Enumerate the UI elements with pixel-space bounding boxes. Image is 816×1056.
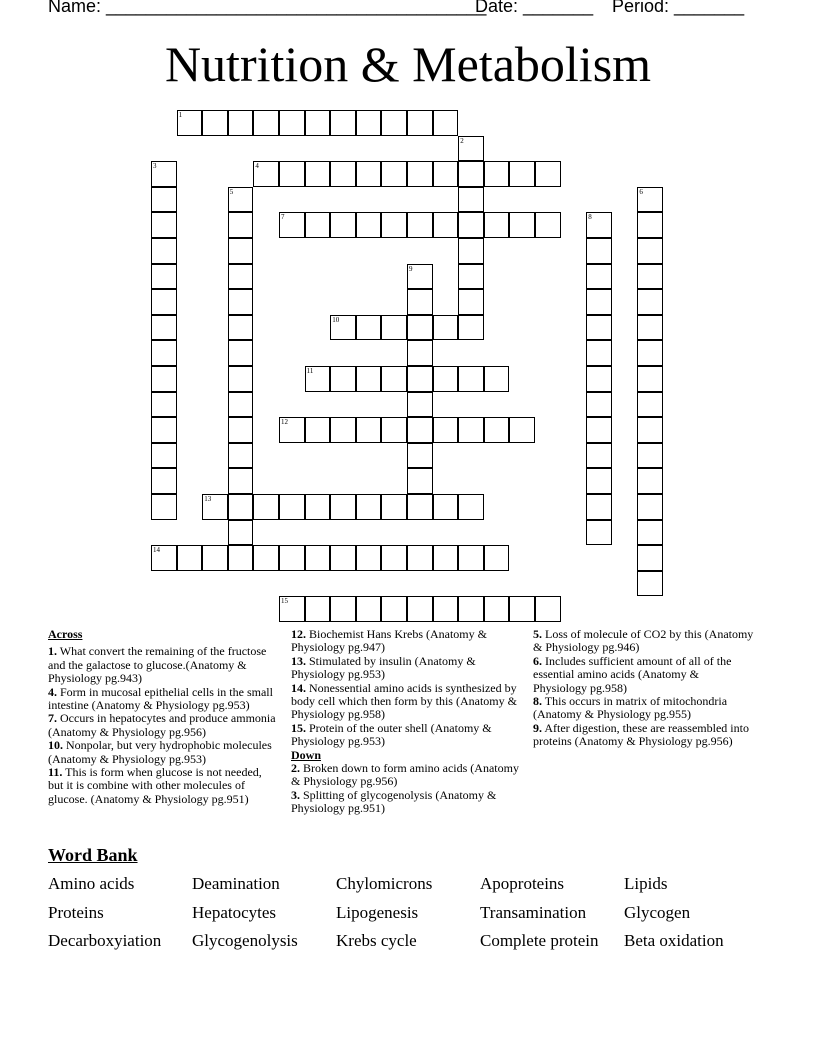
- crossword-cell[interactable]: [151, 212, 177, 238]
- clue-number: 8.: [533, 694, 542, 709]
- crossword-cell[interactable]: [330, 417, 356, 443]
- crossword-cell[interactable]: [228, 289, 254, 315]
- crossword-cell[interactable]: [151, 366, 177, 392]
- crossword-cell[interactable]: [151, 417, 177, 443]
- crossword-cell[interactable]: [330, 110, 356, 136]
- clue-text: Protein of the outer shell (Anatomy & Physiology pg.953): [291, 720, 492, 749]
- crossword-cell[interactable]: [407, 417, 433, 443]
- crossword-cell[interactable]: [637, 289, 663, 315]
- crossword-cell[interactable]: [228, 545, 254, 571]
- crossword-cell[interactable]: [305, 417, 331, 443]
- crossword-cell[interactable]: [484, 366, 510, 392]
- crossword-cell[interactable]: [535, 596, 561, 622]
- crossword-cell[interactable]: [586, 392, 612, 418]
- crossword-cell[interactable]: [586, 494, 612, 520]
- crossword-cell[interactable]: [407, 212, 433, 238]
- crossword-cell[interactable]: [202, 494, 228, 520]
- crossword-cell[interactable]: [228, 315, 254, 341]
- crossword-cell[interactable]: [407, 596, 433, 622]
- clue-down-5: [533, 628, 755, 655]
- clue-text: After digestion, these are reassembled into proteins (Anatomy & Physiology pg.956): [533, 720, 749, 749]
- cell-number: 1: [178, 111, 183, 119]
- clue-text: Splitting of glycogenolysis (Anatomy & Physiology pg.951): [291, 787, 497, 816]
- cell-number: 8: [588, 213, 592, 222]
- crossword-cell[interactable]: [433, 366, 459, 392]
- crossword-cell[interactable]: [356, 212, 382, 238]
- crossword-cell[interactable]: [151, 264, 177, 290]
- crossword-cell[interactable]: [484, 596, 510, 622]
- crossword-cell[interactable]: [228, 187, 254, 213]
- crossword-cell[interactable]: [330, 545, 356, 571]
- crossword-cell[interactable]: [637, 494, 663, 520]
- clue-across-12: [291, 628, 523, 655]
- clue-text: Occurs in hepatocytes and produce ammonia (Anatomy & Physiology pg.956): [48, 711, 276, 739]
- word-bank-item: Proteins: [48, 903, 104, 922]
- clue-number: 1.: [48, 644, 57, 659]
- crossword-cell[interactable]: [228, 264, 254, 290]
- crossword-cell[interactable]: [356, 161, 382, 187]
- crossword-cell[interactable]: [305, 596, 331, 622]
- clue-number: 7.: [48, 711, 57, 726]
- crossword-cell[interactable]: [330, 161, 356, 187]
- crossword-cell[interactable]: [228, 340, 254, 366]
- crossword-cell[interactable]: [458, 289, 484, 315]
- cell-number: 7: [281, 213, 285, 222]
- clue-across-14: [291, 682, 523, 722]
- crossword-cell[interactable]: [458, 161, 484, 187]
- name-field[interactable]: Name: ______________________________________: [48, 0, 487, 16]
- across-heading: Across: [48, 627, 83, 641]
- crossword-cell[interactable]: [356, 494, 382, 520]
- crossword-cell[interactable]: [305, 545, 331, 571]
- clues-column-2: [291, 628, 523, 816]
- crossword-cell[interactable]: [458, 545, 484, 571]
- clue-across-4: [48, 686, 280, 713]
- cell-number: 6: [639, 187, 643, 196]
- clue-text: Biochemist Hans Krebs (Anatomy & Physiology pg.947): [291, 627, 487, 655]
- crossword-cell[interactable]: [228, 366, 254, 392]
- word-bank-item: Deamination: [192, 874, 280, 893]
- word-bank-item: Apoproteins: [480, 874, 565, 893]
- crossword-cell[interactable]: [637, 212, 663, 238]
- crossword-cell[interactable]: [509, 417, 535, 443]
- crossword-cell[interactable]: [535, 161, 561, 187]
- crossword-cell[interactable]: [228, 212, 254, 238]
- crossword-cell[interactable]: [535, 212, 561, 238]
- word-bank-item: Krebs cycle: [336, 931, 417, 950]
- word-bank-item: Chylomicrons: [336, 874, 433, 893]
- cell-number: 10: [332, 315, 340, 324]
- crossword-cell[interactable]: [637, 238, 663, 264]
- crossword-cell[interactable]: [356, 110, 382, 136]
- crossword-cell[interactable]: [407, 340, 433, 366]
- clue-down-8: [533, 695, 755, 722]
- clue-number: 13.: [291, 653, 306, 668]
- crossword-cell[interactable]: [407, 264, 433, 290]
- crossword-cell[interactable]: [228, 468, 254, 494]
- crossword-cell[interactable]: [151, 494, 177, 520]
- crossword-cell[interactable]: [228, 520, 254, 546]
- crossword-cell[interactable]: [381, 545, 407, 571]
- crossword-cell[interactable]: [253, 110, 279, 136]
- crossword-cell[interactable]: [356, 315, 382, 341]
- crossword-cell[interactable]: [151, 443, 177, 469]
- word-bank-item: Lipids: [624, 874, 668, 893]
- crossword-cell[interactable]: [458, 238, 484, 264]
- clue-text: Form in mucosal epithelial cells in the small intestine (Anatomy & Physiology pg.953): [48, 684, 273, 713]
- crossword-cell[interactable]: [202, 110, 228, 136]
- crossword-cell[interactable]: [356, 417, 382, 443]
- crossword-cell[interactable]: [381, 315, 407, 341]
- clue-across-15: [291, 722, 523, 749]
- crossword-cell[interactable]: [458, 212, 484, 238]
- crossword-cell[interactable]: [151, 238, 177, 264]
- crossword-cell[interactable]: [407, 315, 433, 341]
- crossword-cell[interactable]: [586, 212, 612, 238]
- crossword-cell[interactable]: [458, 136, 484, 162]
- clue-down-3: [291, 789, 523, 816]
- crossword-cell[interactable]: [305, 366, 331, 392]
- crossword-cell[interactable]: [586, 520, 612, 546]
- crossword-cell[interactable]: [586, 315, 612, 341]
- clue-down-6: [533, 655, 755, 695]
- clue-across-13: [291, 655, 523, 682]
- crossword-cell[interactable]: [228, 417, 254, 443]
- cell-number: 14: [153, 546, 160, 555]
- crossword-cell[interactable]: [279, 417, 305, 443]
- cell-number: 5: [229, 187, 234, 196]
- crossword-cell[interactable]: [356, 545, 382, 571]
- cell-number: 2: [460, 136, 464, 145]
- crossword-cell[interactable]: [433, 545, 459, 571]
- crossword-cell[interactable]: [330, 494, 356, 520]
- cell-number: 11: [306, 367, 314, 375]
- crossword-cell[interactable]: [407, 494, 433, 520]
- word-bank-item: Glycogen: [624, 903, 691, 922]
- word-bank-item: Beta oxidation: [624, 931, 724, 950]
- word-bank-item: Lipogenesis: [336, 903, 419, 922]
- clue-down-2: [291, 762, 523, 789]
- cell-number: 4: [255, 162, 259, 171]
- cell-number: 12: [281, 418, 288, 427]
- crossword-cell[interactable]: [305, 212, 331, 238]
- crossword-cell[interactable]: [586, 366, 612, 392]
- crossword-cell[interactable]: [637, 520, 663, 546]
- crossword-cell[interactable]: [637, 417, 663, 443]
- crossword-cell[interactable]: [305, 161, 331, 187]
- crossword-cell[interactable]: [484, 212, 510, 238]
- word-bank-item: Transamination: [480, 903, 587, 922]
- crossword-cell[interactable]: [279, 545, 305, 571]
- clue-text: Broken down to form amino acids (Anatomy & Physiology pg.956): [291, 761, 519, 789]
- word-bank-item: Decarboxyiation: [48, 931, 162, 950]
- clue-text: What convert the remaining of the fructose and the galactose to glucose.(Anatomy & Physiology pg.943): [48, 644, 267, 686]
- clue-number: 11.: [48, 765, 63, 780]
- clue-across-1: [48, 645, 280, 685]
- crossword-cell[interactable]: [381, 417, 407, 443]
- crossword-cell[interactable]: [458, 264, 484, 290]
- crossword-cell[interactable]: [586, 289, 612, 315]
- crossword-cell[interactable]: [433, 315, 459, 341]
- crossword-cell[interactable]: [228, 110, 254, 136]
- crossword-cell[interactable]: [458, 187, 484, 213]
- clue-number: 10.: [48, 738, 63, 753]
- crossword-cell[interactable]: [202, 545, 228, 571]
- crossword-cell[interactable]: [305, 110, 331, 136]
- crossword-cell[interactable]: [407, 443, 433, 469]
- crossword-cell[interactable]: [279, 161, 305, 187]
- page-title: Nutrition & Metabolism: [164, 36, 652, 92]
- crossword-cell[interactable]: [381, 161, 407, 187]
- word-bank-item: Glycogenolysis: [192, 931, 298, 950]
- cell-number: 15: [281, 597, 288, 606]
- clue-down-9: [533, 722, 755, 749]
- crossword-cell[interactable]: [330, 366, 356, 392]
- clue-number: 2.: [291, 761, 300, 776]
- crossword-cell[interactable]: [433, 494, 459, 520]
- clue-number: 4.: [48, 684, 57, 699]
- crossword-cell[interactable]: [381, 110, 407, 136]
- clue-text: Nonpolar, but very hydrophobic molecules (Anatomy & Physiology pg.953): [48, 738, 272, 766]
- crossword-cell[interactable]: [228, 392, 254, 418]
- period-field[interactable]: Period: _______: [612, 0, 745, 16]
- crossword-cell[interactable]: [509, 161, 535, 187]
- word-bank-item: Hepatocytes: [192, 903, 277, 922]
- crossword-cell[interactable]: [305, 494, 331, 520]
- crossword-cell[interactable]: [484, 545, 510, 571]
- crossword-cell[interactable]: [407, 545, 433, 571]
- crossword-cell[interactable]: [637, 545, 663, 571]
- crossword-cell[interactable]: [253, 161, 279, 187]
- crossword-cell[interactable]: [637, 187, 663, 213]
- date-field[interactable]: Date: _______: [475, 0, 594, 16]
- crossword-cell[interactable]: [151, 468, 177, 494]
- crossword-cell[interactable]: [586, 443, 612, 469]
- crossword-cell[interactable]: [407, 468, 433, 494]
- crossword-cell[interactable]: [637, 571, 663, 597]
- crossword-cell[interactable]: [484, 417, 510, 443]
- crossword-cell[interactable]: [228, 443, 254, 469]
- clue-across-11: [48, 766, 280, 806]
- crossword-cell[interactable]: [586, 468, 612, 494]
- crossword-cell[interactable]: [177, 545, 203, 571]
- crossword-cell[interactable]: [458, 494, 484, 520]
- clue-text: This occurs in matrix of mitochondria (Anatomy & Physiology pg.955): [533, 694, 728, 722]
- crossword-cell[interactable]: [330, 315, 356, 341]
- crossword-cell[interactable]: [637, 315, 663, 341]
- crossword-cell[interactable]: [279, 110, 305, 136]
- crossword-cell[interactable]: [458, 596, 484, 622]
- crossword-cell[interactable]: [151, 187, 177, 213]
- clue-text: Loss of molecule of CO2 by this (Anatomy & Physiology pg.946): [533, 627, 754, 655]
- crossword-cell[interactable]: [637, 366, 663, 392]
- clue-text: Nonessential amino acids is synthesized by body cell which then form by this (Anatomy & Physiology pg.958): [291, 680, 517, 722]
- clue-text: This is form when glucose is not needed, but it is combine with other molecules of glucose. (Anatomy & Physiology pg.951): [48, 765, 262, 806]
- clue-number: 12.: [291, 627, 306, 641]
- crossword-cell[interactable]: [586, 238, 612, 264]
- clue-number: 6.: [533, 653, 542, 668]
- crossword-cell[interactable]: [279, 212, 305, 238]
- crossword-cell[interactable]: [458, 417, 484, 443]
- clue-number: 15.: [291, 720, 306, 735]
- crossword-cell[interactable]: [381, 212, 407, 238]
- cell-number: 3: [153, 162, 157, 171]
- crossword-cell[interactable]: [151, 161, 177, 187]
- crossword-cell[interactable]: [356, 596, 382, 622]
- crossword-cell[interactable]: [330, 596, 356, 622]
- cell-number: 13: [204, 495, 212, 503]
- crossword-cell[interactable]: [637, 468, 663, 494]
- crossword-cell[interactable]: [637, 340, 663, 366]
- crossword-cell[interactable]: [433, 596, 459, 622]
- crossword-cell[interactable]: [407, 392, 433, 418]
- crossword-cell[interactable]: [381, 596, 407, 622]
- crossword-cell[interactable]: [381, 494, 407, 520]
- crossword-cell[interactable]: [509, 212, 535, 238]
- clue-number: 9.: [533, 720, 542, 735]
- crossword-cell[interactable]: [151, 340, 177, 366]
- crossword-cell[interactable]: [484, 161, 510, 187]
- clue-number: 14.: [291, 680, 306, 695]
- cell-number: 9: [409, 264, 413, 273]
- crossword-cell[interactable]: [458, 366, 484, 392]
- crossword-cell[interactable]: [253, 545, 279, 571]
- crossword-cell[interactable]: [407, 161, 433, 187]
- clue-text: Stimulated by insulin (Anatomy & Physiology pg.953): [291, 653, 476, 682]
- word-bank-heading: Word Bank: [48, 845, 138, 865]
- clue-across-10: [48, 739, 280, 766]
- crossword-cell[interactable]: [253, 494, 279, 520]
- clues-column-1: [48, 628, 280, 806]
- crossword-cell[interactable]: [637, 264, 663, 290]
- crossword-cell[interactable]: [177, 110, 203, 136]
- crossword-cell[interactable]: [279, 494, 305, 520]
- crossword-cell[interactable]: [356, 366, 382, 392]
- crossword-cell[interactable]: [637, 443, 663, 469]
- clue-across-7: [48, 712, 280, 739]
- crossword-cell[interactable]: [151, 392, 177, 418]
- crossword-cell[interactable]: [151, 545, 177, 571]
- clue-text: Includes sufficient amount of all of the essential amino acids (Anatomy & Physiology pg.958): [533, 653, 732, 695]
- crossword-cell[interactable]: [509, 596, 535, 622]
- clues-column-3: [533, 628, 755, 749]
- clue-number: 3.: [291, 787, 300, 802]
- crossword-cell[interactable]: [433, 161, 459, 187]
- crossword-cell[interactable]: [279, 596, 305, 622]
- crossword-cell[interactable]: [586, 340, 612, 366]
- crossword-cell[interactable]: [458, 315, 484, 341]
- crossword-cell[interactable]: [433, 417, 459, 443]
- crossword-cell[interactable]: [228, 238, 254, 264]
- crossword-cell[interactable]: [151, 315, 177, 341]
- crossword-cell[interactable]: [228, 494, 254, 520]
- crossword-cell[interactable]: [433, 110, 459, 136]
- crossword-cell[interactable]: [586, 264, 612, 290]
- word-bank-item: Amino acids: [48, 874, 135, 893]
- crossword-cell[interactable]: [407, 110, 433, 136]
- crossword-cell[interactable]: [637, 392, 663, 418]
- crossword-cell[interactable]: [151, 289, 177, 315]
- down-heading: Down: [291, 747, 322, 762]
- crossword-cell[interactable]: [381, 366, 407, 392]
- crossword-cell[interactable]: [407, 366, 433, 392]
- crossword-cell[interactable]: [433, 212, 459, 238]
- crossword-cell[interactable]: [330, 212, 356, 238]
- crossword-cell[interactable]: [407, 289, 433, 315]
- clue-number: 5.: [533, 627, 542, 641]
- word-bank-item: Complete protein: [480, 931, 599, 950]
- crossword-cell[interactable]: [586, 417, 612, 443]
